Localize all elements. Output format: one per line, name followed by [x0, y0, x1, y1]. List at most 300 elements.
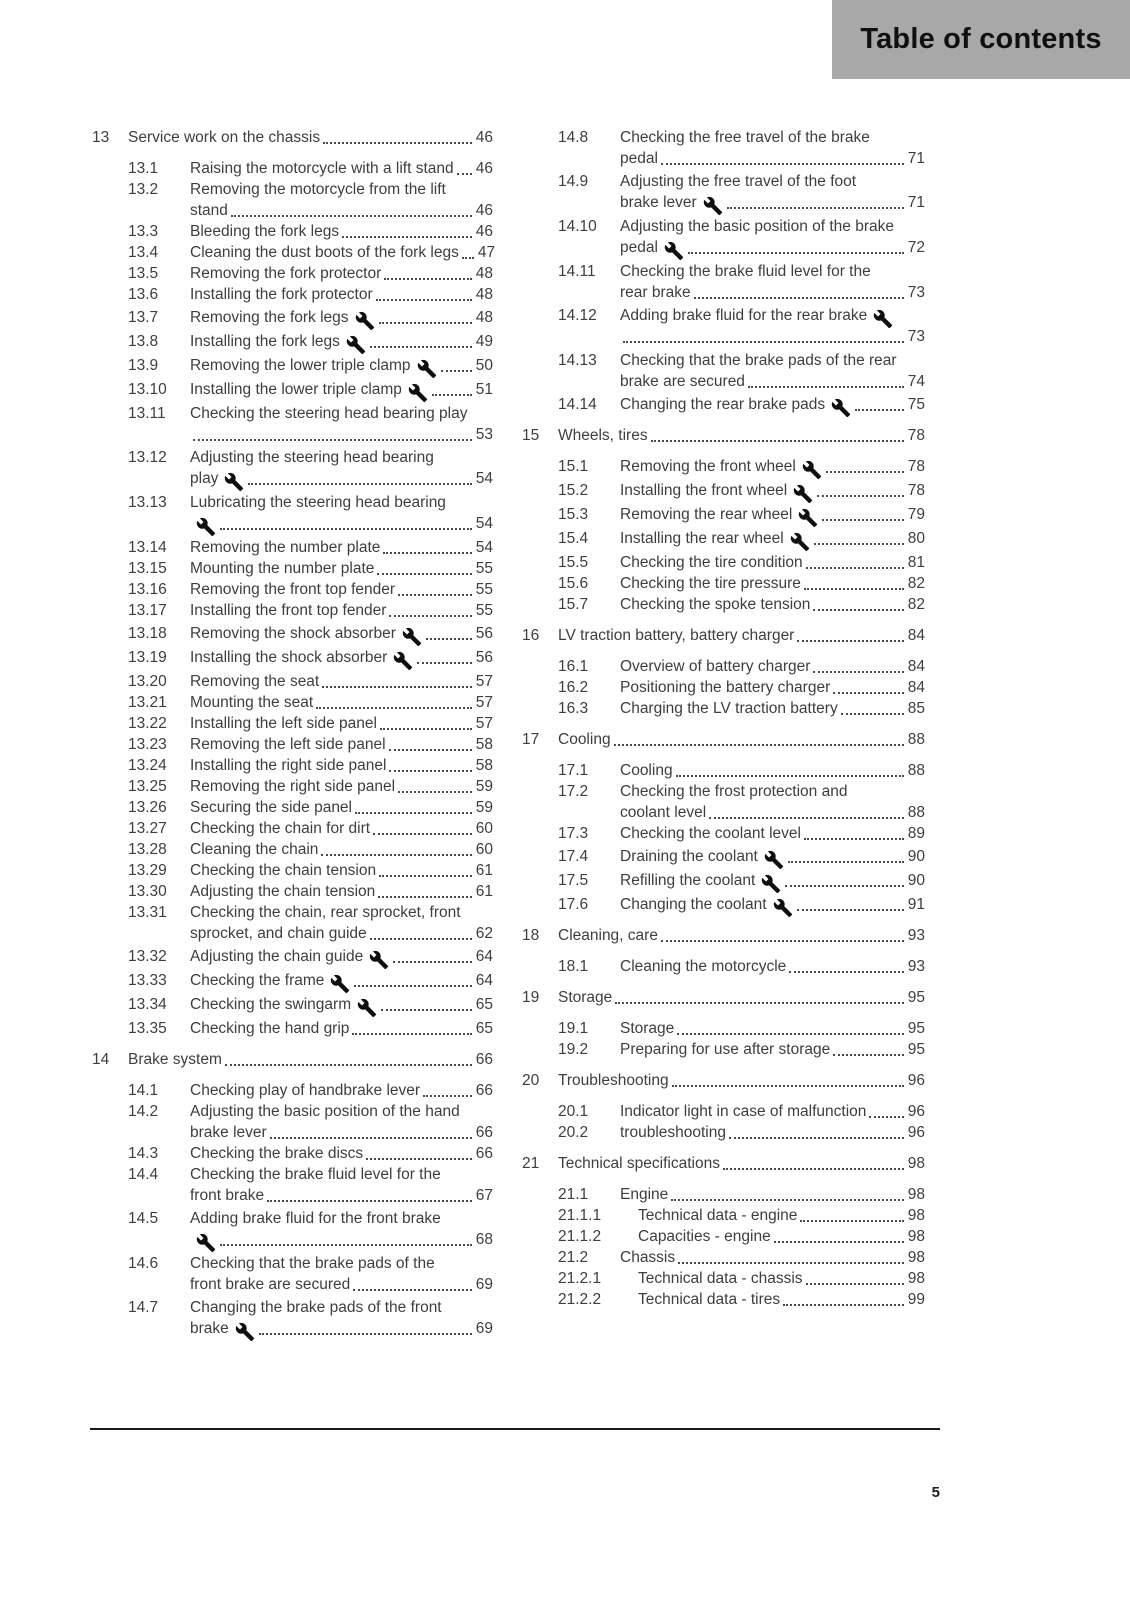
entry-number: 13.29: [128, 862, 167, 879]
entry-line: [190, 755, 493, 776]
dot-leader: [376, 284, 472, 301]
toc-entry: [558, 823, 925, 844]
wrench-icon: [369, 950, 389, 970]
page-number: 90: [907, 848, 925, 865]
toc-entry: [128, 537, 493, 558]
wrench-icon: [402, 627, 422, 647]
dot-leader: [789, 956, 903, 973]
toc-entry: [128, 839, 493, 860]
dot-leader: [379, 307, 472, 324]
page-number: 96: [907, 1103, 925, 1120]
entry-number: 13.19: [128, 649, 167, 666]
entry-line: [620, 480, 925, 501]
entry-number: 13.9: [128, 357, 159, 374]
dot-leader: [462, 242, 474, 259]
wrench-icon: [330, 974, 350, 994]
page-number: 67: [475, 1187, 493, 1204]
dot-leader: [748, 371, 904, 388]
entry-line: [190, 331, 493, 352]
entry-line: [190, 1164, 493, 1185]
toc-entry: [128, 307, 493, 328]
entry-line: [638, 1289, 925, 1310]
entry-line: [620, 573, 925, 594]
entry-number: 13.14: [128, 539, 167, 556]
dot-leader: [380, 713, 472, 730]
entry-number: 15.6: [558, 575, 589, 592]
entry-title: Checking the free travel of the brake: [620, 129, 870, 146]
entry-line: [190, 379, 493, 400]
entry-body: [190, 623, 493, 644]
page-number: 65: [475, 1020, 493, 1037]
entry-line: [620, 504, 925, 525]
dot-leader: [389, 734, 472, 751]
entry-body: [620, 677, 925, 698]
entry-line: [620, 594, 925, 615]
wrench-icon: [790, 532, 810, 552]
entry-body: [190, 558, 493, 579]
chapter-row: [522, 625, 925, 646]
toc-entry: [558, 1289, 925, 1310]
toc-entry: [128, 447, 493, 489]
dot-leader: [833, 677, 904, 694]
dot-leader: [384, 263, 471, 280]
entry-title: Lubricating the steering head bearing: [190, 494, 446, 511]
chapter-row: [522, 987, 925, 1008]
toc-block: [522, 1153, 925, 1310]
entry-title: Securing the side panel: [190, 799, 353, 816]
dot-leader: [785, 870, 903, 887]
entry-line: [190, 579, 493, 600]
page-number: 89: [907, 825, 925, 842]
entry-body: [190, 713, 493, 734]
chapter-title: Cleaning, care: [558, 927, 658, 944]
entry-number: 14.2: [128, 1103, 159, 1120]
entry-body: [620, 656, 925, 677]
page-number: 54: [475, 539, 493, 556]
wrench-icon: [764, 850, 784, 870]
toc-entry: [558, 1122, 925, 1143]
entry-title: Adjusting the basic position of the brake: [620, 218, 895, 235]
entry-line: [620, 552, 925, 573]
entry-line: [190, 970, 493, 991]
entry-number: 14.11: [558, 263, 596, 280]
entry-number: 13.4: [128, 244, 159, 261]
entry-line: [190, 1143, 493, 1164]
chapter-title: LV traction battery, battery charger: [558, 627, 795, 644]
page-number: 46: [475, 129, 493, 146]
entry-title: Refilling the coolant: [620, 872, 756, 889]
toc-entry: [558, 394, 925, 415]
page-number: 99: [907, 1291, 925, 1308]
chapter-row: [92, 127, 493, 148]
entry-line: [620, 261, 925, 282]
dot-leader: [248, 468, 471, 485]
entry-number: 13.25: [128, 778, 167, 795]
entry-line: [620, 656, 925, 677]
entry-line: [620, 1122, 925, 1143]
entry-line: [190, 713, 493, 734]
toc-entry: [558, 656, 925, 677]
entry-body: [620, 305, 925, 347]
wrench-icon: [873, 309, 893, 329]
entry-number: 14.3: [128, 1145, 159, 1162]
dot-leader: [813, 594, 903, 611]
entry-line: [190, 776, 493, 797]
page-number: 82: [907, 596, 925, 613]
toc-block: [522, 987, 925, 1060]
entry-number: 17.1: [558, 762, 589, 779]
dot-leader: [694, 282, 904, 299]
entry-line: [620, 127, 925, 148]
toc-entry: [128, 221, 493, 242]
entry-line: [638, 1205, 925, 1226]
entry-body: [620, 1122, 925, 1143]
entry-title: Installing the front top fender: [190, 602, 387, 619]
page-number: 85: [907, 700, 925, 717]
entry-number: 15.3: [558, 506, 589, 523]
toc-entry: [558, 1226, 925, 1247]
entry-line: [190, 558, 493, 579]
entry-body: [190, 1018, 493, 1039]
entry-number: 13.12: [128, 449, 167, 466]
page-number: 71: [907, 194, 925, 211]
entry-title: Removing the right side panel: [190, 778, 396, 795]
entry-body: [190, 881, 493, 902]
chapter-row: [522, 1070, 925, 1091]
entry-body: [190, 403, 493, 445]
entry-line: [620, 781, 925, 802]
entry-title: Changing the coolant: [620, 896, 767, 913]
entry-line: [190, 1018, 493, 1039]
entry-body: [190, 263, 493, 284]
page-number: 61: [475, 883, 493, 900]
dot-leader: [688, 237, 904, 254]
entry-title: Installing the fork legs: [190, 333, 340, 350]
entry-body: [190, 776, 493, 797]
entry-line: [190, 242, 496, 263]
page-number: 98: [907, 1228, 925, 1245]
entry-title: Bleeding the fork legs: [190, 223, 340, 240]
entry-number: 13.13: [128, 494, 167, 511]
entry-body: [190, 447, 493, 489]
wrench-icon: [761, 874, 781, 894]
entry-body: [638, 1205, 925, 1226]
entry-number: 14.5: [128, 1210, 159, 1227]
toc-entry: [128, 776, 493, 797]
page-number: 56: [475, 625, 493, 642]
entry-body: [190, 242, 496, 263]
toc-entry: [558, 480, 925, 501]
entry-body: [190, 379, 493, 400]
entry-number: 20.2: [558, 1124, 589, 1141]
entry-body: [190, 579, 493, 600]
page-number: 88: [907, 731, 925, 748]
page-number: 91: [907, 896, 925, 913]
dot-leader: [267, 1185, 472, 1202]
entry-line: [620, 350, 925, 371]
entry-line: [190, 994, 493, 1015]
dot-leader: [441, 355, 472, 372]
wrench-icon: [793, 484, 813, 504]
chapter-title: Service work on the chassis: [128, 129, 321, 146]
entry-body: [620, 823, 925, 844]
toc-entry: [558, 1205, 925, 1226]
entry-body: [620, 760, 925, 781]
entry-line: [620, 216, 925, 237]
entry-body: [190, 331, 493, 352]
entry-line: [190, 923, 493, 944]
entry-title: pedal: [620, 150, 658, 167]
page-number: 57: [475, 694, 493, 711]
entry-body: [190, 647, 493, 668]
dot-leader: [457, 158, 472, 175]
dot-leader: [342, 221, 472, 238]
entry-body: [620, 846, 925, 867]
entry-number: 13.16: [128, 581, 167, 598]
entry-line: [190, 355, 493, 376]
entry-title: Changing the rear brake pads: [620, 396, 826, 413]
entry-line: [190, 1122, 493, 1143]
entry-title: stand: [190, 202, 228, 219]
dot-leader: [353, 1274, 471, 1291]
entry-number: 13.10: [128, 381, 167, 398]
entry-title: troubleshooting: [620, 1124, 726, 1141]
entry-number: 13.2: [128, 181, 159, 198]
toc-entry: [128, 623, 493, 644]
entry-title: Changing the brake pads of the front: [190, 1299, 442, 1316]
toc-block: [522, 625, 925, 719]
chapter-number: 20: [522, 1072, 540, 1089]
entry-line: [620, 1184, 925, 1205]
dot-leader: [398, 579, 472, 596]
chapter-row: [522, 729, 925, 750]
entry-body: [620, 594, 925, 615]
page-number: 47: [477, 244, 496, 261]
toc-block: [522, 127, 925, 415]
entry-body: [620, 504, 925, 525]
entry-line: [620, 846, 925, 867]
entry-line: [620, 326, 925, 347]
dot-leader: [316, 692, 472, 709]
entry-title: Technical data - chassis: [638, 1270, 803, 1287]
toc-entry: [128, 818, 493, 839]
chapter-row: [522, 925, 925, 946]
page-number: 55: [475, 602, 493, 619]
page-number: 96: [907, 1072, 925, 1089]
entry-number: 13.21: [128, 694, 167, 711]
toc-entry: [128, 331, 493, 352]
entry-line: [620, 305, 925, 326]
dot-leader: [804, 823, 904, 840]
entry-body: [190, 1253, 493, 1295]
entry-line: [620, 698, 925, 719]
wrench-icon: [831, 398, 851, 418]
toc-entry: [128, 860, 493, 881]
toc-entry: [128, 600, 493, 621]
entry-number: 13.5: [128, 265, 159, 282]
entry-line: [190, 692, 493, 713]
toc-entry: [558, 552, 925, 573]
entry-line: [190, 447, 493, 468]
entry-number: 17.6: [558, 896, 589, 913]
entry-number: 17.2: [558, 783, 589, 800]
entry-number: 13.17: [128, 602, 167, 619]
entry-number: 18.1: [558, 958, 589, 975]
page-number: 56: [475, 649, 493, 666]
footer-divider: [90, 1428, 940, 1430]
entry-body: [620, 394, 925, 415]
toc-entry: [558, 760, 925, 781]
entry-line: [190, 179, 493, 200]
entry-title: Checking the tire pressure: [620, 575, 801, 592]
page-number: 55: [475, 560, 493, 577]
entry-body: [638, 1226, 925, 1247]
entry-title: Checking the frost protection and: [620, 783, 848, 800]
entry-line: [190, 946, 493, 967]
chapter-row: [92, 1049, 493, 1070]
entry-title: Removing the seat: [190, 673, 320, 690]
toc-entry: [128, 734, 493, 755]
entry-title: Removing the fork protector: [190, 265, 382, 282]
entry-line: [190, 1253, 493, 1274]
page-number: 81: [907, 554, 925, 571]
page-number: 84: [907, 658, 925, 675]
toc-entry: [128, 994, 493, 1015]
entry-number: 14.7: [128, 1299, 159, 1316]
chapter-number: 16: [522, 627, 540, 644]
entry-line: [620, 371, 925, 392]
entry-line: [190, 158, 493, 179]
entry-title: Installing the left side panel: [190, 715, 377, 732]
dot-leader: [797, 625, 903, 642]
page-number: 68: [475, 1231, 493, 1248]
chapter-number: 18: [522, 927, 540, 944]
page-number: 66: [475, 1082, 493, 1099]
page-number: 88: [907, 804, 925, 821]
page-number: 48: [475, 265, 493, 282]
entry-body: [190, 1080, 493, 1101]
entry-line: [190, 200, 493, 221]
page-number: 62: [475, 925, 493, 942]
entry-body: [190, 839, 493, 860]
page-number: 73: [907, 284, 925, 301]
entry-body: [620, 350, 925, 392]
entry-title: Installing the fork protector: [190, 286, 373, 303]
page-number: 69: [475, 1320, 493, 1337]
toc-entry: [558, 127, 925, 169]
entry-title: Positioning the battery charger: [620, 679, 831, 696]
entry-body: [620, 894, 925, 915]
chapter-row: [522, 425, 925, 446]
entry-title: Adding brake fluid for the rear brake: [620, 307, 868, 324]
entry-line: [620, 956, 925, 977]
page-number: 57: [475, 673, 493, 690]
dot-leader: [614, 729, 904, 746]
entry-body: [620, 171, 925, 213]
dot-leader: [366, 1143, 472, 1160]
dot-leader: [322, 671, 472, 688]
entry-line: [190, 1080, 493, 1101]
toc-block: [522, 1070, 925, 1143]
page-number: 64: [475, 948, 493, 965]
entry-line: [190, 797, 493, 818]
chapter-number: 17: [522, 731, 540, 748]
entry-number: 13.7: [128, 309, 159, 326]
dot-leader: [352, 1018, 471, 1035]
entry-number: 13.34: [128, 996, 167, 1013]
toc-entry: [558, 216, 925, 258]
dot-leader: [354, 970, 471, 987]
entry-number: 13.30: [128, 883, 167, 900]
entry-body: [190, 755, 493, 776]
entry-body: [190, 492, 493, 534]
entry-body: [190, 818, 493, 839]
entry-title: Cooling: [620, 762, 673, 779]
entry-number: 13.1: [128, 160, 159, 177]
entry-body: [620, 1101, 925, 1122]
dot-leader: [377, 558, 471, 575]
page-number: 58: [475, 736, 493, 753]
wrench-icon: [417, 359, 437, 379]
page-number: 95: [907, 1041, 925, 1058]
entry-number: 21.1.2: [558, 1228, 602, 1245]
toc-entry: [128, 242, 496, 263]
entry-line: [190, 1185, 493, 1206]
toc-entry: [128, 1208, 493, 1250]
entry-title: Removing the rear wheel: [620, 506, 793, 523]
entry-number: 15.1: [558, 458, 589, 475]
dot-leader: [729, 1122, 904, 1139]
entry-title: front brake are secured: [190, 1276, 351, 1293]
entry-number: 13.27: [128, 820, 167, 837]
entry-number: 14.8: [558, 129, 589, 146]
entry-title: Installing the shock absorber: [190, 649, 388, 666]
dot-leader: [220, 1229, 472, 1246]
dot-leader: [678, 1247, 904, 1264]
wrench-icon: [357, 998, 377, 1018]
entry-title: Removing the lower triple clamp: [190, 357, 411, 374]
entry-body: [620, 573, 925, 594]
chapter-row: [522, 1153, 925, 1174]
entry-line: [620, 394, 925, 415]
toc-entry: [558, 781, 925, 823]
toc-entry: [558, 698, 925, 719]
entry-body: [190, 797, 493, 818]
page-number: 93: [907, 958, 925, 975]
entry-line: [190, 860, 493, 881]
entry-title: Removing the fork legs: [190, 309, 349, 326]
dot-leader: [378, 881, 471, 898]
toc-entry: [558, 1184, 925, 1205]
entry-line: [190, 307, 493, 328]
entry-body: [620, 870, 925, 891]
entry-number: 13.23: [128, 736, 167, 753]
toc-entry: [128, 158, 493, 179]
dot-leader: [355, 797, 472, 814]
wrench-icon: [408, 383, 428, 403]
dot-leader: [220, 513, 472, 530]
entry-title: Adjusting the chain guide: [190, 948, 364, 965]
entry-title: Capacities - engine: [638, 1228, 771, 1245]
toc-entry: [558, 1247, 925, 1268]
entry-number: 14.13: [558, 352, 597, 369]
entry-body: [620, 956, 925, 977]
entry-number: 14.1: [128, 1082, 159, 1099]
wrench-icon: [224, 472, 244, 492]
dot-leader: [432, 379, 472, 396]
page-number: 84: [907, 679, 925, 696]
toc-entry: [558, 305, 925, 347]
